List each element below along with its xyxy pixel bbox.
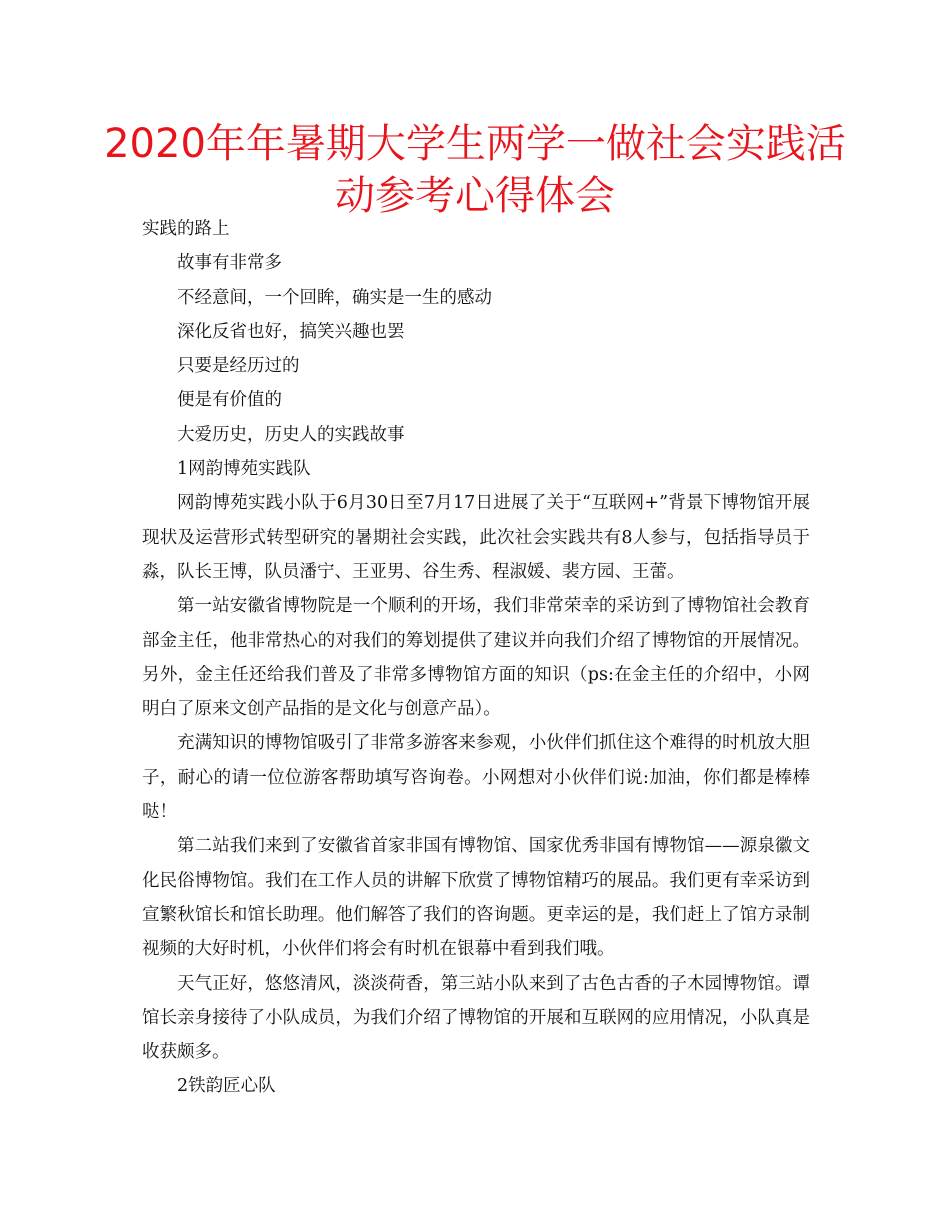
paragraph: 网韵博苑实践小队于6月30日至7月17日进展了关于“互联网+”背景下博物馆开展现状及运营形式转型研究的暑期社会实践，此次社会实践共有8人参与，包括指导员于淼，队长王博，队员潘宁、王亚男、谷生秀、程淑媛、裴方园、王蕾。 <box>142 493 810 582</box>
paragraph: 不经意间，一个回眸，确实是一生的感动 <box>177 287 492 308</box>
paragraph: 天气正好，悠悠清风，淡淡荷香，第三站小队来到了古色古香的子木园博物馆。谭馆长亲身接待了小队成员，为我们介绍了博物馆的开展和互联网的应用情况，小队真是收获颇多。 <box>142 973 810 1063</box>
paragraph: 1网韵博苑实践队 <box>177 459 311 480</box>
paragraph: 只要是经历过的 <box>177 356 300 377</box>
paragraph: 充满知识的博物馆吸引了非常多游客来参观，小伙伴们抓住这个难得的时机放大胆子，耐心的请一位位游客帮助填写咨询卷。小网想对小伙伴们说:加油，你们都是棒棒哒！ <box>142 733 810 823</box>
paragraph: 深化反省也好，搞笑兴趣也罢 <box>177 321 405 342</box>
paragraph: 故事有非常多 <box>177 253 282 274</box>
paragraph: 第二站我们来到了安徽省首家非国有博物馆、国家优秀非国有博物馆——源泉徽文化民俗博物馆。我们在工作人员的讲解下欣赏了博物馆精巧的展品。我们更有幸采访到宣繁秋馆长和馆长助理。他们解答了我们的咨询题。更幸运的是，我们赶上了馆方录制视频的大好时机，小伙伴们将会有时机在银幕中看到我们哦。 <box>142 836 810 960</box>
document-title: 2020年年暑期大学生两学一做社会实践活动参考心得体会 <box>104 121 846 219</box>
paragraph: 实践的路上 <box>142 219 230 239</box>
paragraph: 便是有价值的 <box>177 390 282 411</box>
paragraph: 大爱历史，历史人的实践故事 <box>177 424 405 445</box>
paragraph: 2铁韵匠心队 <box>177 1076 276 1097</box>
paragraph: 第一站安徽省博物院是一个顺利的开场，我们非常荣幸的采访到了博物馆社会教育部金主任，他非常热心的对我们的筹划提供了建议并向我们介绍了博物馆的开展情况。另外，金主任还给我们普及了非常多博物馆方面的知识（ps:在金主任的介绍中，小网明白了原来文创产品指的是文化与创意产品）。 <box>142 596 810 720</box>
document-body <box>142 212 810 1104</box>
